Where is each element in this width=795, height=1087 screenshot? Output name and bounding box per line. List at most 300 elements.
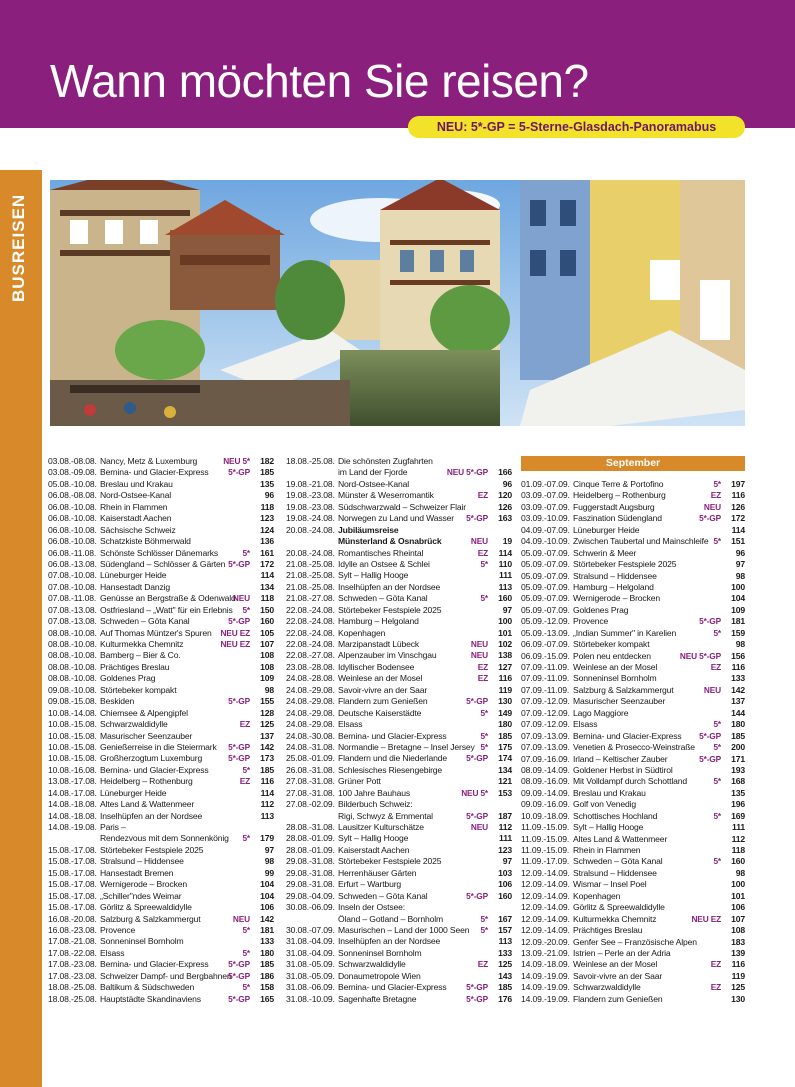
trip-page-number: 118 <box>260 501 274 512</box>
trip-title: Goldenes Prag <box>100 673 156 684</box>
trip-row <box>286 994 512 1005</box>
trip-title: Sagenhafte Bretagne <box>338 993 417 1004</box>
trip-row <box>521 937 745 948</box>
trip-row <box>286 982 512 993</box>
trip-date: 09.09.-16.09. <box>521 799 570 810</box>
trip-date: 27.08.-31.08. <box>286 787 335 798</box>
trip-row <box>521 548 745 559</box>
trip-tag: NEU <box>703 501 721 512</box>
trip-tag: 5*-GP <box>228 959 250 970</box>
trip-row <box>521 845 745 856</box>
trip-row <box>48 753 274 764</box>
trip-tag: EZ <box>239 719 250 730</box>
trip-tag: 5* <box>242 924 250 935</box>
trip-title: Görlitz & Spreewaldidylle <box>573 902 665 913</box>
trip-row <box>48 696 274 707</box>
trip-row <box>521 971 745 982</box>
trip-title: „Indian Summer" in Karelien <box>573 627 677 638</box>
trip-date: 06.08.-10.08. <box>48 513 97 524</box>
trip-row <box>48 822 274 833</box>
trip-date: 14.08.-19.08. <box>48 822 97 832</box>
trip-row <box>521 994 745 1005</box>
trip-date: 03.09.-07.09. <box>521 490 570 501</box>
trip-page-number: 116 <box>260 776 274 787</box>
trip-title: Savoir-vivre an der Saar <box>338 684 428 695</box>
trip-row <box>521 593 745 604</box>
trip-row <box>521 868 745 879</box>
trip-title: Heidelberg – Rothenburg <box>573 490 666 501</box>
trip-title: Elsass <box>573 719 598 730</box>
trip-date: 12.09.-14.09. <box>521 913 570 924</box>
trip-title: Wernigerode – Brocken <box>100 879 187 890</box>
trip-title: Breslau und Krakau <box>100 478 173 489</box>
trip-page-number: 112 <box>498 822 512 832</box>
trip-page-number: 98 <box>264 856 274 867</box>
trip-page-number: 103 <box>498 867 512 878</box>
trip-date: 07.09.-12.09. <box>521 707 570 718</box>
trip-tag: NEU EZ <box>220 627 250 638</box>
trip-tag: NEU 5* <box>461 787 488 798</box>
trip-page-number: 124 <box>260 524 274 535</box>
trip-title: Masurischen – Land der 1000 Seen <box>338 924 470 935</box>
trip-title: Inseln der Ostsee: <box>338 902 406 913</box>
trip-date: 21.08.-25.08. <box>286 558 335 569</box>
trip-page-number: 172 <box>731 513 745 524</box>
trip-page-number: 112 <box>260 799 274 810</box>
trip-tag: 5* <box>480 558 488 569</box>
trip-page-number: 167 <box>498 913 512 924</box>
trip-row <box>48 490 274 501</box>
trip-tag: 5* <box>480 707 488 718</box>
trip-title: Altes Land & Wattenmeer <box>100 799 195 810</box>
trip-title: Schwarzwaldidylle <box>338 959 406 970</box>
trip-page-number: 130 <box>731 993 745 1004</box>
trip-tag: NEU <box>470 822 488 832</box>
trip-row <box>286 708 512 719</box>
trip-page-number: 106 <box>731 902 745 913</box>
trip-page-number: 108 <box>260 661 274 672</box>
trip-date: 03.08.-08.08. <box>48 456 97 466</box>
trip-title: Hansestadt Danzig <box>100 581 171 592</box>
trip-row <box>286 959 512 970</box>
trip-title: Sonneninsel Bornholm <box>338 947 422 958</box>
trip-page-number: 200 <box>731 742 745 753</box>
header-banner <box>0 0 795 128</box>
trip-row <box>48 513 274 524</box>
trip-page-number: 114 <box>731 524 745 535</box>
trip-title: „Schiller"ndes Weimar <box>100 890 182 901</box>
trip-date: 05.09.-13.09. <box>521 627 570 638</box>
trip-row <box>48 936 274 947</box>
trip-tag: EZ <box>710 662 721 672</box>
trip-date: 29.08.-31.08. <box>286 856 335 867</box>
trip-row <box>521 696 745 707</box>
trip-date: 26.08.-31.08. <box>286 764 335 775</box>
trip-title: Kulturmekka Chemnitz <box>100 639 184 649</box>
trip-date: 21.08.-25.08. <box>286 581 335 592</box>
trip-title: Kaiserstadt Aachen <box>100 513 172 524</box>
trip-title: Irland – Keltischer Zauber <box>573 753 668 764</box>
trip-title: Schönste Schlösser Dänemarks <box>100 547 219 558</box>
trip-row <box>48 914 274 925</box>
trip-date: 17.08.-23.08. <box>48 959 97 970</box>
trip-title: Münsterland & Osnabrück <box>338 536 442 547</box>
trip-page-number: 142 <box>260 913 274 924</box>
trip-date: 29.08.-04.09. <box>286 890 335 901</box>
trip-row <box>521 765 745 776</box>
hero-photo <box>50 180 745 426</box>
trip-title: Donaumetropole Wien <box>338 970 421 981</box>
trip-tag: 5*-GP <box>228 558 250 569</box>
trip-row <box>521 605 745 616</box>
trip-tag: 5*-GP <box>228 467 250 478</box>
trip-date: 28.08.-01.09. <box>286 844 335 855</box>
trip-date: 20.08.-24.08. <box>286 547 335 558</box>
trip-row <box>286 650 512 661</box>
trip-row <box>286 833 512 844</box>
legend-badge: NEU: 5*-GP = 5-Sterne-Glasdach-Panoramabus <box>408 116 745 138</box>
trip-date: 06.08.-10.08. <box>48 536 97 547</box>
trip-tag: NEU <box>232 593 250 604</box>
trip-title: Bernina- und Glacier-Express <box>573 730 682 741</box>
trip-tag: NEU EZ <box>220 639 250 649</box>
trip-tag: 5* <box>242 604 250 615</box>
trip-tag: NEU 5*-GP <box>679 650 721 661</box>
trip-page-number: 144 <box>731 707 745 718</box>
trip-row <box>286 467 512 478</box>
trip-title: Elsass <box>338 719 363 730</box>
trip-tag: EZ <box>710 959 721 970</box>
trip-page-number: 109 <box>731 604 745 615</box>
trip-date: 10.08.-15.08. <box>48 753 97 764</box>
trip-page-number: 156 <box>731 650 745 661</box>
trip-row <box>521 902 745 913</box>
trip-date: 07.08.-13.08. <box>48 616 97 627</box>
trip-title: Masurischer Seenzauber <box>100 730 193 741</box>
trip-page-number: 100 <box>731 581 745 592</box>
trip-date: 03.09.-07.09. <box>521 501 570 512</box>
trip-page-number: 142 <box>260 741 274 752</box>
trip-row <box>48 628 274 639</box>
trip-tag: 5*-GP <box>228 741 250 752</box>
trip-row <box>286 502 512 513</box>
trip-title: Sonneninsel Bornholm <box>100 936 184 947</box>
trip-page-number: 136 <box>260 536 274 547</box>
trip-row <box>286 731 512 742</box>
trip-tag: 5* <box>713 719 721 730</box>
trip-title: Schatzkiste Böhmerwald <box>100 536 191 547</box>
trip-tag: EZ <box>710 490 721 501</box>
trip-date: 24.08.-29.08. <box>286 719 335 730</box>
trip-tag: 5* <box>480 593 488 604</box>
trip-row <box>521 719 745 730</box>
trip-page-number: 102 <box>498 639 512 649</box>
trip-page-number: 185 <box>731 730 745 741</box>
trip-date: 31.08.-05.09. <box>286 970 335 981</box>
trip-date: 10.08.-15.08. <box>48 741 97 752</box>
trip-row <box>286 696 512 707</box>
trip-tag: 5* <box>713 536 721 547</box>
trip-row <box>286 525 512 536</box>
trip-page-number: 169 <box>731 810 745 821</box>
trip-title: Lausitzer Kulturschätze <box>338 822 424 832</box>
trip-page-number: 98 <box>735 570 745 581</box>
trip-tag: 5*-GP <box>466 696 488 707</box>
trip-row <box>48 982 274 993</box>
trip-page-number: 176 <box>498 993 512 1004</box>
trip-row <box>286 879 512 890</box>
trip-page-number: 19 <box>502 536 512 547</box>
page-title: Wann möchten Sie reisen? <box>50 55 589 107</box>
trip-row <box>286 593 512 604</box>
trip-row <box>48 650 274 661</box>
trip-date: 03.08.-09.08. <box>48 467 97 478</box>
trip-date: 11.09.-15.09. <box>521 845 570 855</box>
trip-title: Inselhüpfen an der Nordsee <box>338 581 441 592</box>
trip-page-number: 185 <box>498 730 512 741</box>
trip-row <box>521 616 745 627</box>
trip-title: Schottisches Hochland <box>573 810 658 821</box>
trip-row <box>286 582 512 593</box>
trip-page-number: 113 <box>498 936 512 947</box>
trip-date: 11.09.-17.09. <box>521 856 570 867</box>
trip-page-number: 163 <box>498 513 512 524</box>
trip-row <box>48 525 274 536</box>
trip-title: Weinlese an der Mosel <box>338 673 423 684</box>
trip-title: Paris – <box>100 822 126 832</box>
trip-title: Inselhüpfen an der Nordsee <box>338 936 441 947</box>
trip-page-number: 161 <box>260 547 274 558</box>
trip-row <box>48 811 274 822</box>
trip-tag: 5*-GP <box>466 982 488 993</box>
trip-page-number: 120 <box>498 490 512 501</box>
trip-date: 06.08.-10.08. <box>48 501 97 512</box>
trip-title: Zwischen Taubertal und Mainschleife <box>573 536 709 547</box>
trip-page-number: 123 <box>498 844 512 855</box>
trip-date: 16.08.-20.08. <box>48 913 97 924</box>
trip-page-number: 181 <box>731 616 745 627</box>
trip-row <box>48 731 274 742</box>
trip-page-number: 119 <box>731 970 745 981</box>
trip-date: 05.09.-07.09. <box>521 604 570 615</box>
trip-page-number: 180 <box>731 719 745 730</box>
trip-tag: EZ <box>710 982 721 993</box>
trip-row <box>48 719 274 730</box>
trip-title: Großherzogtum Luxemburg <box>100 753 203 764</box>
trip-page-number: 181 <box>260 924 274 935</box>
trip-page-number: 125 <box>498 959 512 970</box>
trip-title: Golf von Venedig <box>573 799 637 810</box>
trip-page-number: 139 <box>731 947 745 958</box>
trip-page-number: 116 <box>731 490 745 501</box>
trip-date: 24.08.-30.08. <box>286 730 335 741</box>
trip-page-number: 193 <box>731 764 745 775</box>
trip-tag: 5* <box>480 924 488 935</box>
trip-page-number: 104 <box>260 890 274 901</box>
trip-title: Savoir-vivre an der Saar <box>573 970 663 981</box>
trip-page-number: 105 <box>260 627 274 638</box>
trip-row <box>48 925 274 936</box>
trip-title: Ostfriesland – „Watt" für ein Erlebnis <box>100 604 233 615</box>
trip-page-number: 114 <box>498 547 512 558</box>
trip-row <box>48 467 274 478</box>
trip-row <box>286 753 512 764</box>
trip-row <box>521 490 745 501</box>
month-heading: September <box>521 456 745 471</box>
trip-title: Kaiserstadt Aachen <box>338 844 410 855</box>
trip-row <box>286 662 512 673</box>
trip-row <box>521 536 745 547</box>
trip-date: 07.09.-12.09. <box>521 696 570 707</box>
trip-date: 12.09.-20.09. <box>521 936 570 947</box>
trip-page-number: 180 <box>498 719 512 730</box>
trip-title: Kopenhagen <box>338 627 386 638</box>
trip-title: Schweden – Göta Kanal <box>573 856 663 867</box>
trip-tag: 5* <box>713 479 721 489</box>
trip-row <box>48 902 274 913</box>
trip-page-number: 99 <box>264 867 274 878</box>
trip-date: 07.09.-12.09. <box>521 719 570 730</box>
trip-title: Provence <box>100 924 136 935</box>
trip-tag: NEU 5* <box>223 456 250 466</box>
trip-date: 08.08.-10.08. <box>48 661 97 672</box>
trip-row <box>48 799 274 810</box>
trip-date: 31.08.-05.09. <box>286 959 335 970</box>
trip-title: Idylle an Ostsee & Schlei <box>338 558 430 569</box>
trip-date: 06.08.-10.08. <box>48 524 97 535</box>
trip-title: Bilderbuch Schweiz: <box>338 799 413 810</box>
trip-title: Rendezvous mit dem Sonnenkönig <box>100 833 229 844</box>
trip-page-number: 126 <box>731 501 745 512</box>
trip-date: 14.08.-18.08. <box>48 810 97 821</box>
trip-date: 17.08.-23.08. <box>48 970 97 981</box>
trip-tag: EZ <box>477 673 488 684</box>
trip-title: Polen neu entdecken <box>573 650 651 661</box>
trip-page-number: 196 <box>731 799 745 810</box>
trip-tag: NEU <box>470 536 488 547</box>
trip-row <box>521 914 745 925</box>
trip-date: 05.09.-07.09. <box>521 547 570 558</box>
trip-title: Lüneburger Heide <box>100 787 167 798</box>
trip-date: 13.09.-21.09. <box>521 947 570 958</box>
sidebar-label-wrap <box>7 180 33 310</box>
trip-date: 07.09.-13.09. <box>521 730 570 741</box>
trip-title: Schweizer Dampf- und Bergbahnen <box>100 970 232 981</box>
trip-date: 27.08.-31.08. <box>286 776 335 787</box>
trip-page-number: 104 <box>260 879 274 890</box>
trip-tag: 5* <box>480 741 488 752</box>
trip-page-number: 116 <box>498 673 512 684</box>
trip-row <box>521 959 745 970</box>
trip-row <box>48 788 274 799</box>
trip-tag: EZ <box>477 547 488 558</box>
trip-page-number: 127 <box>498 661 512 672</box>
trip-page-number: 101 <box>498 627 512 638</box>
trip-tag: 5*-GP <box>699 616 721 627</box>
trip-page-number: 143 <box>498 970 512 981</box>
trip-date: 04.09.-07.09. <box>521 524 570 535</box>
trip-title: im Land der Fjorde <box>338 467 408 478</box>
trip-date: 15.08.-17.08. <box>48 844 97 855</box>
trip-row <box>286 799 512 810</box>
trip-tag: 5* <box>713 627 721 638</box>
trip-row <box>521 559 745 570</box>
trip-title: Störtebeker Festspiele 2025 <box>573 559 677 570</box>
trip-title: Beskiden <box>100 696 135 707</box>
trip-tag: NEU <box>232 913 250 924</box>
trip-title: Baltikum & Südschweden <box>100 982 195 993</box>
trip-date: 08.08.-10.08. <box>48 639 97 649</box>
trip-row <box>521 754 745 765</box>
trip-date: 24.08.-29.08. <box>286 707 335 718</box>
trip-title: Stralsund – Hiddensee <box>573 570 657 581</box>
trip-date: 17.08.-21.08. <box>48 936 97 947</box>
trip-date: 19.08.-23.08. <box>286 501 335 512</box>
trip-row <box>521 662 745 673</box>
trip-date: 21.08.-27.08. <box>286 593 335 604</box>
trip-title: Wismar – Insel Poel <box>573 879 647 890</box>
trip-page-number: 96 <box>735 547 745 558</box>
trip-date: 05.09.-07.09. <box>521 593 570 604</box>
trip-date: 05.09.-07.09. <box>521 559 570 570</box>
trip-row <box>48 570 274 581</box>
trip-date: 24.08.-29.08. <box>286 684 335 695</box>
trip-row <box>521 811 745 822</box>
trip-page-number: 116 <box>731 959 745 970</box>
trip-date: 08.08.-10.08. <box>48 673 97 684</box>
trip-row <box>521 582 745 593</box>
trip-row <box>48 616 274 627</box>
trip-row <box>48 593 274 604</box>
trip-date: 24.08.-31.08. <box>286 741 335 752</box>
trip-date: 10.09.-18.09. <box>521 810 570 821</box>
trip-row <box>48 833 274 844</box>
trip-page-number: 118 <box>260 593 274 604</box>
trip-page-number: 135 <box>731 787 745 798</box>
trip-date: 28.08.-31.08. <box>286 822 335 832</box>
trip-tag: 5*-GP <box>228 993 250 1004</box>
trip-title: Altes Land & Wattenmeer <box>573 833 668 844</box>
trip-row <box>48 891 274 902</box>
trip-title: Sylt – Hallig Hooge <box>573 822 644 833</box>
trip-tag: 5*-GP <box>466 890 488 901</box>
trip-title: Weinlese an der Mosel <box>573 662 658 672</box>
trip-page-number: 183 <box>731 936 745 947</box>
trip-row <box>286 776 512 787</box>
trip-page-number: 107 <box>260 639 274 649</box>
trip-page-number: 165 <box>260 993 274 1004</box>
trip-page-number: 108 <box>731 925 745 936</box>
trip-row <box>286 513 512 524</box>
trip-row <box>48 673 274 684</box>
trip-row <box>48 605 274 616</box>
trip-title: Sylt – Hallig Hooge <box>338 833 409 844</box>
trip-title: Rhein in Flammen <box>100 501 168 512</box>
trip-page-number: 173 <box>260 753 274 764</box>
trip-date: 08.09.-14.09. <box>521 764 570 775</box>
trip-tag: 5*-GP <box>228 970 250 981</box>
trip-page-number: 187 <box>498 810 512 821</box>
trip-date: 15.08.-17.08. <box>48 867 97 878</box>
trip-row <box>521 479 745 490</box>
trip-date: 05.09.-12.09. <box>521 616 570 627</box>
trip-page-number: 111 <box>732 822 745 833</box>
trip-row <box>521 788 745 799</box>
trip-date: 06.09.-07.09. <box>521 639 570 650</box>
trip-row <box>521 948 745 959</box>
trip-date: 06.08.-13.08. <box>48 558 97 569</box>
trip-title: Breslau und Krakau <box>573 787 646 798</box>
